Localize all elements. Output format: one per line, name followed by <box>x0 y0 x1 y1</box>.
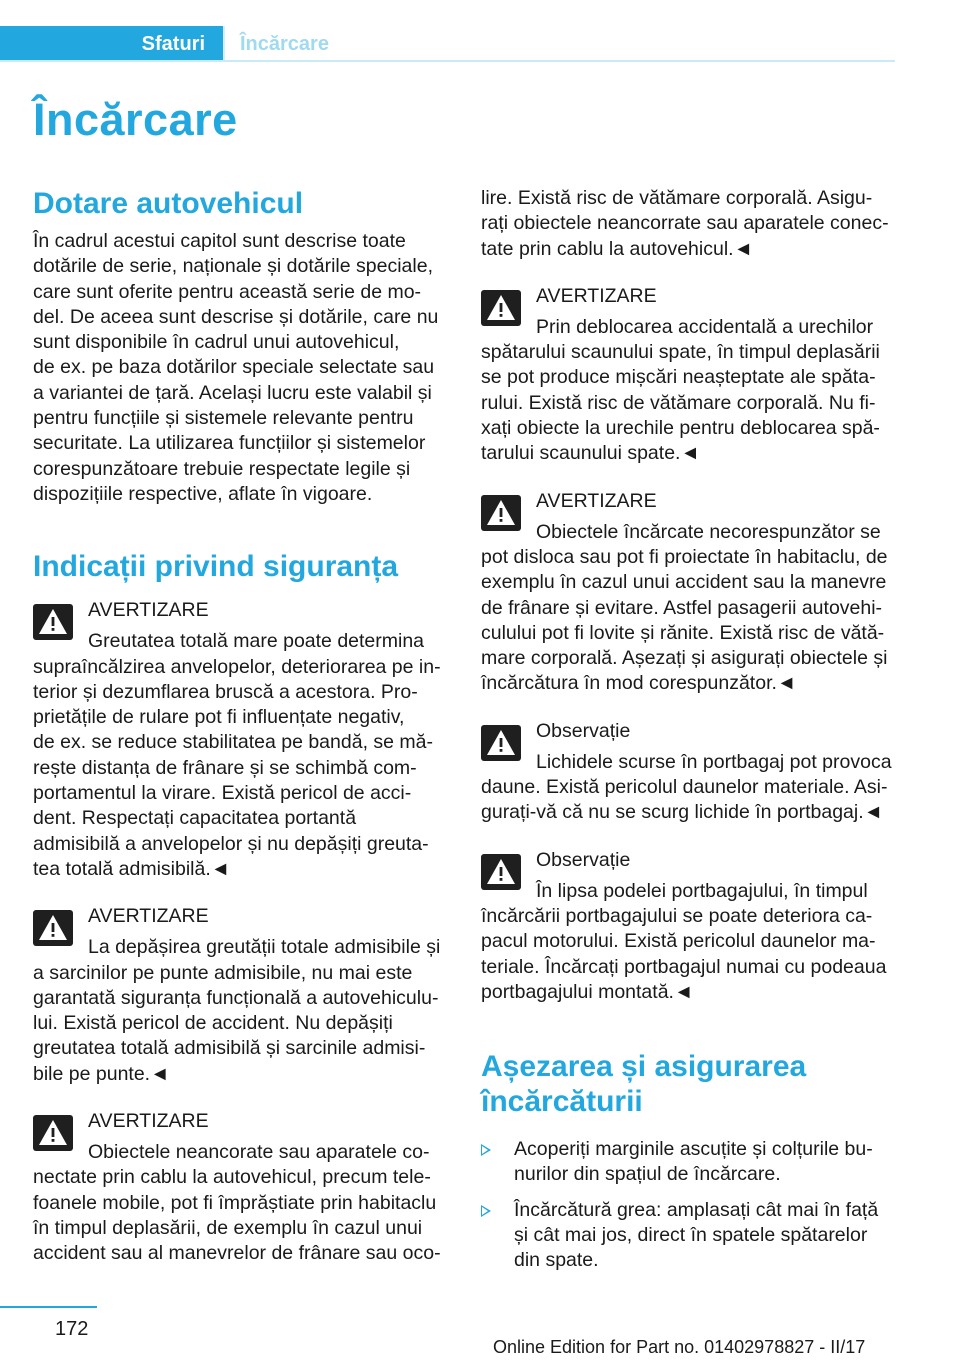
triangle-bullet-icon <box>481 1205 491 1217</box>
warning-block <box>33 599 447 882</box>
warning-block <box>481 489 895 697</box>
section-heading-siguranta: Indicații privind siguranța <box>33 550 399 584</box>
warning-triangle-icon <box>33 604 73 640</box>
list-item: Încărcătură grea: amplasați cât mai în față și cât mai jos, direct în spatele spătarelor din spate. <box>481 1198 895 1274</box>
paragraph-continued: lire. Există risc de vătămare corporală. Asigu‐ rați obiectele neancorrate sau aparatele conec‐ tate prin cablu la autovehicul.◄ <box>481 187 889 260</box>
warning-triangle-icon <box>481 495 521 531</box>
tab-separator <box>223 26 225 62</box>
warning-text: Greutatea totală mare poate determina supraîncălzirea anvelopelor, deteriorarea pe in‐ terior și dezumflarea bruscă a acestora. Pro‐ prietățile de rulare pot fi influențate negativ, de ex. se reduce stabilitatea pe bandă, se mă‐ rește distanța de frânare și se schimbă com‐ portamentul la virare. Există pericol de acci‐ dent. Respectați capacitatea portantă admisibilă a anvelopelor și nu depășiți greuta‐ tea totală admisibilă.◄ <box>33 630 441 880</box>
triangle-bullet-icon <box>481 1144 491 1156</box>
warning-block <box>33 1110 447 1266</box>
bullet-list <box>481 1137 895 1273</box>
paragraph-dotare: În cadrul acestui capitol sunt descrise toate dotările de serie, naționale și dotările speciale, care sunt oferite pentru această serie de mo‐ del. De aceea sunt descrise și dotările, care nu sunt disponibile în cadrul unui autovehicul, de ex. pe baza dotărilor speciale selectate sau a variantei de țară. Același lucru este valabil și pentru funcțiile și sistemele relevante pentru securitate. La utilizarea funcțiilor și sistemelor corespunzătoare trebuie respectate legile și dispozițiile respective, aflate în vigoare. <box>33 230 439 505</box>
page-number: 172 <box>55 1318 89 1340</box>
warning-text: Obiectele încărcate necorespunzător se pot disloca sau pot fi proiectate în habitaclu, de exemplu în cazul unui accident sau la manevre de frânare și evitare. Astfel pasagerii autovehi‐ culului pot fi lovite și rănite. Există risc de vătă‐ mare corporală. Așezați și asigurați obiectele și încărcătura în mod corespunzător.◄ <box>481 520 888 695</box>
header-rule <box>0 60 895 62</box>
warning-title: AVERTIZARE <box>88 1110 209 1133</box>
footer-rule <box>0 1306 97 1308</box>
list-item: Acoperiți marginile ascuțite și colțurile bu‐ nurilor din spațiul de încărcare. <box>481 1137 895 1188</box>
note-title: Observație <box>536 719 631 742</box>
warning-title: AVERTIZARE <box>536 489 657 512</box>
warning-block <box>33 905 447 1087</box>
section-heading-asezarea: Așezarea și asigurarea încărcăturii <box>481 1050 807 1119</box>
note-block <box>481 848 895 1005</box>
left-column <box>33 186 447 1267</box>
tab-incarcare[interactable]: Încărcare <box>240 32 329 55</box>
warning-title: AVERTIZARE <box>536 284 657 307</box>
warning-triangle-icon <box>481 854 521 890</box>
note-text: Lichidele scurse în portbagaj pot provoca daune. Există pericolul daunelor materiale. Asi‐ gurați-vă că nu se scurg lichide în portbagaj.◄ <box>481 750 892 824</box>
warning-text: La depășirea greutății totale admisibile și a sarcinilor pe punte admisibile, nu mai este garantată siguranța funcțională a autovehiculu‐ lui. Există pericol de accident. Nu depășiți greutatea totală admisibilă și sarcinile admisi‐ bile pe punte.◄ <box>33 936 441 1085</box>
page-title: Încărcare <box>33 94 238 145</box>
tab-sfaturi[interactable]: Sfaturi <box>0 26 223 62</box>
warning-text: Obiectele neancorate sau aparatele co‐ nectate prin cablu la autovehicul, precum tele‐ foanele mobile, pot fi împrăștiate prin habitaclu în timpul deplasării, de exemplu în cazul unui accident sau al manevrelor de frânare sau oco‐ <box>33 1141 441 1265</box>
warning-triangle-icon <box>33 1115 73 1151</box>
warning-triangle-icon <box>481 725 521 761</box>
warning-title: AVERTIZARE <box>88 599 209 622</box>
right-column <box>481 186 895 1274</box>
warning-triangle-icon <box>481 290 521 326</box>
warning-block <box>481 284 895 467</box>
warning-triangle-icon <box>33 910 73 946</box>
section-heading-dotare: Dotare autovehicul <box>33 187 304 220</box>
note-title: Observație <box>536 848 631 871</box>
note-text: În lipsa podelei portbagajului, în timpul încărcării portbagajului se poate deteriora ca‐ pacul motorului. Există pericolul daunelor ma‐ teriale. Încărcați portbagajul numai cu podeaua portbagajului montată.◄ <box>481 879 887 1003</box>
warning-text: Prin deblocarea accidentală a urechilor spătarului scaunului spate, în timpul deplasării se pot produce mișcări neașteptate ale spăta‐ rului. Există risc de vătămare corporală. Nu fi‐ xați obiecte la urechile pentru deblocarea spă‐ tarului scaunului spate.◄ <box>481 315 880 465</box>
warning-title: AVERTIZARE <box>88 905 209 928</box>
edition-text: Online Edition for Part no. 01402978827 - II/17 <box>493 1337 866 1357</box>
note-block <box>481 719 895 826</box>
